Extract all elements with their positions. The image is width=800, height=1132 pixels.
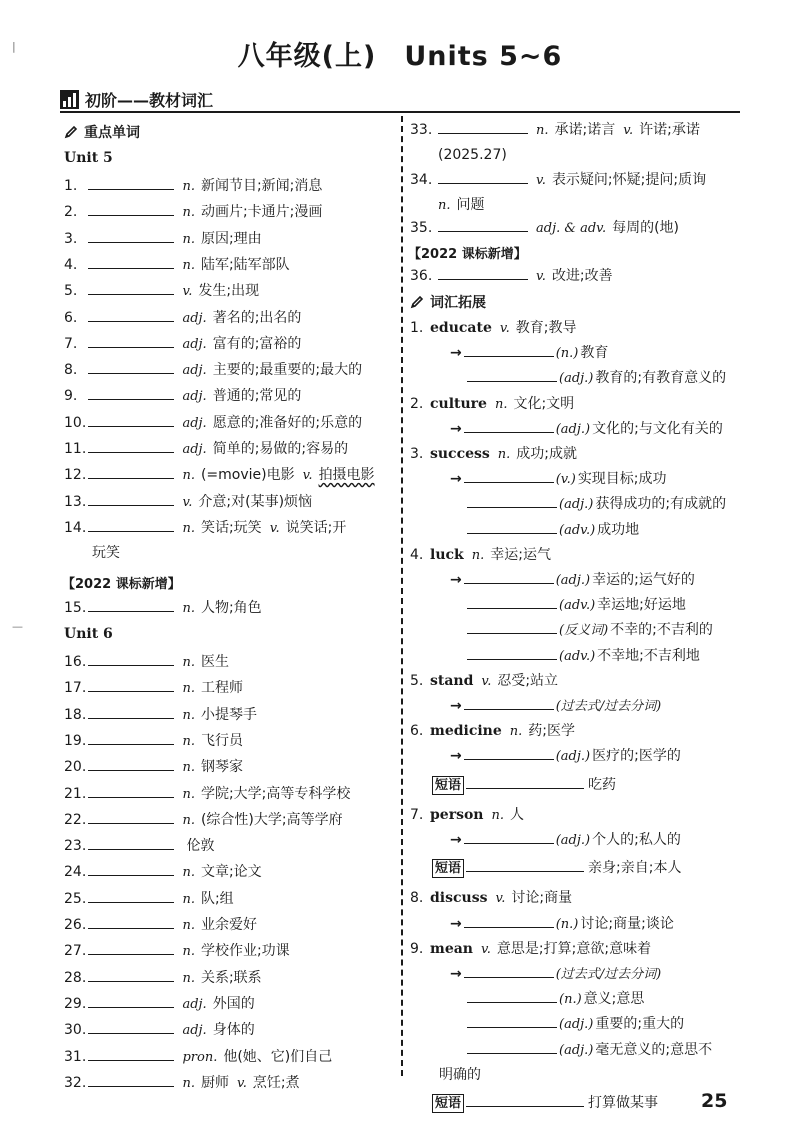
part-of-speech: n. — [182, 970, 195, 986]
expansion-headword — [410, 805, 524, 826]
page-title: 八年级(上) Units 5~6 — [237, 41, 563, 72]
derived-form — [450, 570, 695, 591]
form-type: (adv.) — [559, 648, 596, 664]
part-of-speech: n. — [497, 447, 511, 462]
definition: 个人的;私人的 — [592, 832, 681, 848]
item-number: 5. — [410, 672, 424, 689]
definition: 烹饪;煮 — [252, 1074, 300, 1091]
part-of-speech: n. — [182, 655, 195, 670]
part-of-speech: pron. — [182, 1049, 218, 1065]
derived-form — [450, 964, 663, 985]
item-number: 36. — [410, 268, 433, 284]
arrow-icon: → — [450, 572, 462, 588]
derived-form — [450, 746, 681, 767]
part-of-speech: v. — [182, 284, 193, 300]
part-of-speech: adj. — [182, 415, 207, 431]
headword: person — [430, 806, 484, 823]
answer-blank[interactable] — [467, 1014, 557, 1028]
subhead-word-expansion — [410, 292, 486, 312]
item-number: 26. — [64, 917, 87, 933]
definition: 幸运的;运气好的 — [592, 572, 695, 588]
expansion-headword — [410, 671, 558, 692]
headword: medicine — [430, 723, 502, 740]
vocab-entry — [410, 170, 706, 191]
derived-form — [450, 914, 674, 935]
item-number: 8. — [410, 890, 424, 907]
definition: 简单的;易做的;容易的 — [212, 441, 349, 457]
part-of-speech: n. — [182, 733, 195, 749]
headword: discuss — [430, 890, 488, 907]
form-type: (adv.) — [559, 522, 596, 538]
part-of-speech: v. — [495, 891, 506, 907]
definition: (综合性)大学;高等学府 — [200, 811, 343, 828]
definition: 拍摄电影 — [318, 467, 375, 484]
definition: 文化;文明 — [513, 395, 575, 412]
definition-continued: 玩笑 — [92, 544, 120, 561]
item-number: 32. — [64, 1074, 87, 1091]
definition: 队;组 — [200, 890, 234, 907]
expansion-headword — [410, 444, 577, 465]
form-type: (adj.) — [559, 371, 594, 387]
derived-form — [450, 830, 681, 851]
form-type: (n.) — [555, 346, 579, 362]
form-type: (adj.) — [559, 497, 594, 513]
subhead-label: 词汇拓展 — [430, 295, 486, 311]
definition: (2025.27) — [438, 147, 507, 163]
phrase-definition: 亲身;亲自;本人 — [588, 860, 682, 877]
new-standard-tag: 【2022 课标新增】 — [62, 577, 181, 592]
answer-blank[interactable] — [464, 830, 554, 844]
definition: 新闻节目;新闻;消息 — [200, 178, 323, 194]
arrow-icon: → — [450, 966, 462, 982]
definition: 愿意的;准备好的;乐意的 — [212, 414, 363, 431]
derived-form — [450, 419, 723, 440]
definition-continued — [438, 195, 485, 216]
answer-blank[interactable] — [438, 266, 528, 280]
section-title: 初阶——教材词汇 — [85, 90, 214, 110]
part-of-speech: n. — [182, 681, 195, 697]
expansion-headword — [410, 939, 651, 960]
headword: success — [430, 446, 490, 462]
item-number: 1. — [64, 178, 78, 194]
item-number: 22. — [64, 811, 87, 828]
definition: 每周的(地) — [612, 220, 680, 236]
item-number: 16. — [64, 654, 87, 670]
new-standard-tag: 【2022 课标新增】 — [408, 247, 527, 262]
definition: 介意;对(某事)烦恼 — [198, 493, 313, 510]
arrow-icon: → — [450, 471, 462, 488]
item-number: 12. — [64, 467, 87, 484]
derived-form — [450, 520, 639, 541]
vocab-entry — [410, 266, 613, 287]
derived-form — [450, 469, 667, 490]
item-number: 24. — [64, 864, 87, 881]
item-number: 21. — [64, 785, 87, 802]
answer-blank[interactable] — [467, 646, 557, 660]
definition: 小提琴手 — [200, 706, 257, 723]
part-of-speech: n. — [491, 807, 504, 823]
item-number: 1. — [410, 320, 424, 336]
item-number: 2. — [64, 204, 78, 221]
phrase-row — [432, 775, 616, 795]
part-of-speech: n. — [182, 601, 195, 616]
item-number: 13. — [64, 493, 87, 510]
answer-blank[interactable] — [466, 775, 584, 789]
part-of-speech: n. — [182, 865, 195, 881]
margin-mark: | — [12, 40, 16, 53]
item-number: 30. — [64, 1022, 87, 1039]
answer-blank[interactable] — [467, 620, 557, 634]
definition: (=movie)电影 — [200, 467, 295, 484]
part-of-speech: n. — [182, 812, 195, 828]
pencil-icon — [410, 295, 424, 309]
expansion-headword — [410, 394, 574, 415]
part-of-speech: adj. — [182, 363, 207, 379]
derived-form — [450, 595, 686, 616]
answer-blank[interactable] — [464, 746, 554, 760]
expansion-headword — [410, 318, 577, 339]
part-of-speech: v. — [623, 123, 634, 138]
derived-form — [450, 1014, 684, 1035]
definition: 意思是;打算;意欲;意味着 — [496, 940, 652, 957]
item-number: 23. — [64, 838, 87, 855]
definition: 笑话;玩笑 — [200, 519, 262, 536]
item-number: 5. — [64, 283, 78, 300]
answer-blank[interactable] — [467, 494, 557, 508]
part-of-speech: n. — [182, 786, 195, 802]
headword: stand — [430, 672, 474, 689]
item-number: 18. — [64, 706, 87, 723]
definition: 药;医学 — [528, 723, 575, 740]
definition: 人物;角色 — [200, 600, 262, 616]
derived-form — [450, 343, 608, 364]
form-type: (n.) — [559, 992, 582, 1008]
derived-form — [450, 646, 700, 667]
form-type: (adj.) — [555, 833, 591, 848]
item-number: 10. — [64, 414, 87, 431]
item-number: 6. — [410, 723, 424, 740]
expansion-headword — [410, 721, 575, 742]
definition: 教育的;有教育意义的 — [595, 370, 727, 387]
answer-blank[interactable] — [438, 170, 528, 184]
part-of-speech: v. — [536, 269, 546, 284]
definition: 说笑话;开 — [285, 519, 347, 536]
definition: 获得成功的;有成就的 — [595, 496, 727, 513]
part-of-speech: n. — [438, 198, 451, 213]
definition: 忍受;站立 — [497, 672, 559, 689]
part-of-speech: adj. — [182, 336, 207, 352]
form-type: (过去式/过去分词) — [555, 699, 662, 714]
definition: 不幸的;不吉利的 — [610, 622, 713, 639]
part-of-speech: n. — [471, 547, 485, 563]
definition: 许诺;承诺 — [639, 122, 700, 138]
expansion-headword — [410, 545, 551, 566]
item-number: 4. — [64, 256, 78, 273]
answer-blank[interactable] — [438, 218, 528, 232]
form-type: (adj.) — [559, 1042, 594, 1058]
item-number: 34. — [410, 172, 433, 188]
definition: 厨师 — [200, 1074, 229, 1091]
phrase-definition: 吃药 — [588, 776, 617, 793]
answer-blank[interactable] — [467, 368, 557, 382]
vocab-entry — [410, 218, 679, 239]
definition: 毫无意义的;意思不 — [595, 1041, 713, 1058]
part-of-speech: n. — [182, 231, 195, 247]
part-of-speech: v. — [499, 321, 510, 336]
part-of-speech: n. — [182, 918, 195, 933]
item-number: 6. — [64, 309, 78, 326]
part-of-speech: adj. — [182, 310, 207, 326]
definition: 不幸地;不吉利地 — [597, 647, 700, 664]
definition: 人 — [510, 806, 524, 823]
definition: 发生;出现 — [198, 283, 260, 300]
part-of-speech: v. — [269, 520, 280, 536]
part-of-speech: n. — [509, 724, 523, 740]
definition: 幸运地;好运地 — [597, 597, 686, 614]
part-of-speech: v. — [302, 468, 313, 484]
answer-blank[interactable] — [464, 419, 554, 433]
margin-mark: — — [12, 620, 23, 633]
part-of-speech: v. — [480, 941, 491, 957]
definition: 问题 — [456, 197, 485, 213]
phrase-row — [432, 1093, 658, 1113]
definition: 飞行员 — [200, 732, 243, 749]
form-type: (adj.) — [555, 749, 591, 765]
definition: 表示疑问;怀疑;提问;质询 — [551, 172, 707, 188]
answer-blank[interactable] — [464, 343, 554, 357]
page-number: 25 — [701, 1090, 728, 1112]
headword: mean — [430, 940, 473, 957]
part-of-speech: v. — [536, 173, 546, 188]
definition: 医疗的;医学的 — [592, 748, 681, 765]
definition: 意义;意思 — [583, 991, 645, 1008]
item-number: 20. — [64, 759, 87, 776]
derived-form — [450, 696, 663, 717]
phrase-definition: 打算做某事 — [588, 1095, 659, 1111]
answer-blank[interactable] — [466, 1093, 584, 1107]
definition: 学院;大学;高等专科学校 — [200, 785, 351, 802]
item-number: 2. — [410, 395, 424, 412]
form-type: (adj.) — [555, 421, 591, 437]
part-of-speech: adj. & adv. — [536, 221, 607, 236]
part-of-speech: n. — [182, 468, 195, 484]
arrow-icon: → — [450, 698, 462, 714]
definition: 讨论;商量 — [511, 890, 573, 907]
part-of-speech: n. — [494, 396, 508, 412]
answer-blank[interactable] — [466, 858, 584, 872]
item-number: 27. — [64, 943, 87, 960]
form-type: (反义词) — [559, 623, 609, 639]
item-number: 33. — [410, 122, 433, 138]
item-number: 15. — [64, 600, 87, 616]
part-of-speech: adj. — [182, 442, 207, 457]
part-of-speech: n. — [182, 257, 195, 273]
item-number: 19. — [64, 732, 87, 749]
item-number: 11. — [64, 441, 87, 457]
definition: 动画片;卡通片;漫画 — [200, 204, 323, 221]
vocab-entry — [410, 120, 700, 141]
definition: 教育;教导 — [515, 320, 577, 336]
form-type: (adj.) — [555, 573, 591, 588]
derived-form — [450, 494, 726, 515]
definition: 陆军;陆军部队 — [200, 256, 290, 273]
part-of-speech: v. — [236, 1075, 247, 1091]
part-of-speech: n. — [536, 123, 549, 138]
part-of-speech: n. — [182, 179, 195, 194]
definition: 学校作业;功课 — [200, 943, 290, 960]
item-number: 25. — [64, 890, 87, 907]
form-type: (n.) — [555, 916, 579, 932]
answer-blank[interactable] — [464, 964, 554, 978]
part-of-speech: n. — [182, 707, 195, 723]
subhead-label: 重点单词 — [84, 125, 140, 141]
item-number: 7. — [410, 806, 424, 823]
definition: 改进;改善 — [551, 268, 613, 284]
definition: 承诺;诺言 — [554, 122, 616, 138]
headword: educate — [430, 320, 492, 336]
item-number: 28. — [64, 969, 87, 986]
answer-blank[interactable] — [464, 696, 554, 710]
item-number: 4. — [410, 546, 424, 563]
definition: 实现目标;成功 — [577, 471, 667, 488]
headword: culture — [430, 395, 487, 412]
phrase-row — [432, 858, 681, 878]
arrow-icon: → — [450, 832, 462, 848]
answer-blank[interactable] — [467, 989, 557, 1003]
form-type: (v.) — [555, 472, 576, 488]
item-number: 14. — [64, 519, 87, 536]
answer-blank[interactable] — [467, 595, 557, 609]
item-number: 3. — [410, 446, 424, 462]
item-number: 8. — [64, 362, 78, 379]
definition: 文章;论文 — [200, 864, 262, 881]
definition: 钢琴家 — [200, 759, 243, 776]
part-of-speech: adj. — [182, 389, 207, 405]
phrase-badge: 短语 — [432, 859, 464, 878]
definition: 他(她、它)们自己 — [223, 1048, 333, 1065]
definition: 讨论;商量;谈论 — [580, 915, 674, 932]
definition: 工程师 — [200, 680, 243, 697]
definition: 成功;成就 — [516, 446, 578, 462]
answer-blank[interactable] — [467, 1040, 557, 1054]
item-number: 35. — [410, 220, 433, 236]
arrow-icon: → — [450, 748, 462, 765]
definition: 富有的;富裕的 — [212, 335, 302, 352]
definition: 外国的 — [212, 995, 255, 1012]
definition: 著名的;出名的 — [212, 309, 302, 326]
item-number: 7. — [64, 335, 78, 352]
definition: 伦敦 — [186, 838, 215, 855]
definition: 关系;联系 — [200, 969, 262, 986]
form-type: (adj.) — [559, 1017, 594, 1033]
definition-continued: 明确的 — [439, 1066, 481, 1083]
definition: 身体的 — [212, 1022, 255, 1039]
form-type: (adv.) — [559, 598, 596, 614]
item-number: 3. — [64, 230, 78, 247]
answer-blank[interactable] — [464, 469, 554, 483]
definition: 文化的;与文化有关的 — [592, 420, 723, 437]
part-of-speech: v. — [481, 673, 492, 689]
unit-label: Unit 6 — [64, 626, 113, 642]
definition: 医生 — [200, 654, 229, 670]
unit-label: Unit 5 — [64, 150, 113, 166]
derived-form — [450, 1040, 712, 1061]
part-of-speech: n. — [182, 205, 195, 221]
part-of-speech: n. — [182, 520, 195, 536]
answer-blank[interactable] — [464, 914, 554, 928]
definition: 原因;理由 — [200, 230, 262, 247]
part-of-speech: v. — [182, 494, 193, 510]
arrow-icon: → — [450, 345, 462, 362]
definition: 幸运;运气 — [490, 546, 551, 563]
item-number: 9. — [64, 388, 78, 405]
item-number: 31. — [64, 1048, 87, 1065]
part-of-speech: n. — [182, 891, 195, 907]
item-number: 9. — [410, 940, 424, 957]
arrow-icon: → — [450, 420, 462, 437]
definition: 主要的;最重要的;最大的 — [212, 362, 363, 379]
answer-blank[interactable] — [467, 520, 557, 534]
answer-blank[interactable] — [464, 570, 554, 584]
part-of-speech: adj. — [182, 1023, 207, 1039]
form-type: (过去式/过去分词) — [555, 967, 662, 982]
item-number: 29. — [64, 995, 87, 1012]
definition: 成功地 — [597, 521, 640, 538]
part-of-speech: adj. — [182, 996, 207, 1012]
derived-form — [450, 368, 726, 389]
headword: luck — [430, 546, 464, 563]
phrase-badge: 短语 — [432, 1094, 464, 1113]
part-of-speech: n. — [182, 1075, 195, 1091]
expansion-headword — [410, 888, 572, 909]
definition: 重要的;重大的 — [595, 1016, 685, 1033]
definition: 教育 — [580, 345, 609, 362]
definition: 业余爱好 — [200, 917, 257, 933]
phrase-badge: 短语 — [432, 776, 464, 795]
answer-blank[interactable] — [438, 120, 528, 134]
definition: 普通的;常见的 — [212, 388, 302, 405]
arrow-icon: → — [450, 915, 462, 932]
derived-form — [450, 989, 644, 1010]
part-of-speech: n. — [182, 944, 195, 960]
derived-form — [450, 620, 713, 641]
part-of-speech: n. — [182, 760, 195, 776]
item-number: 17. — [64, 680, 87, 697]
definition-continued — [438, 145, 507, 165]
